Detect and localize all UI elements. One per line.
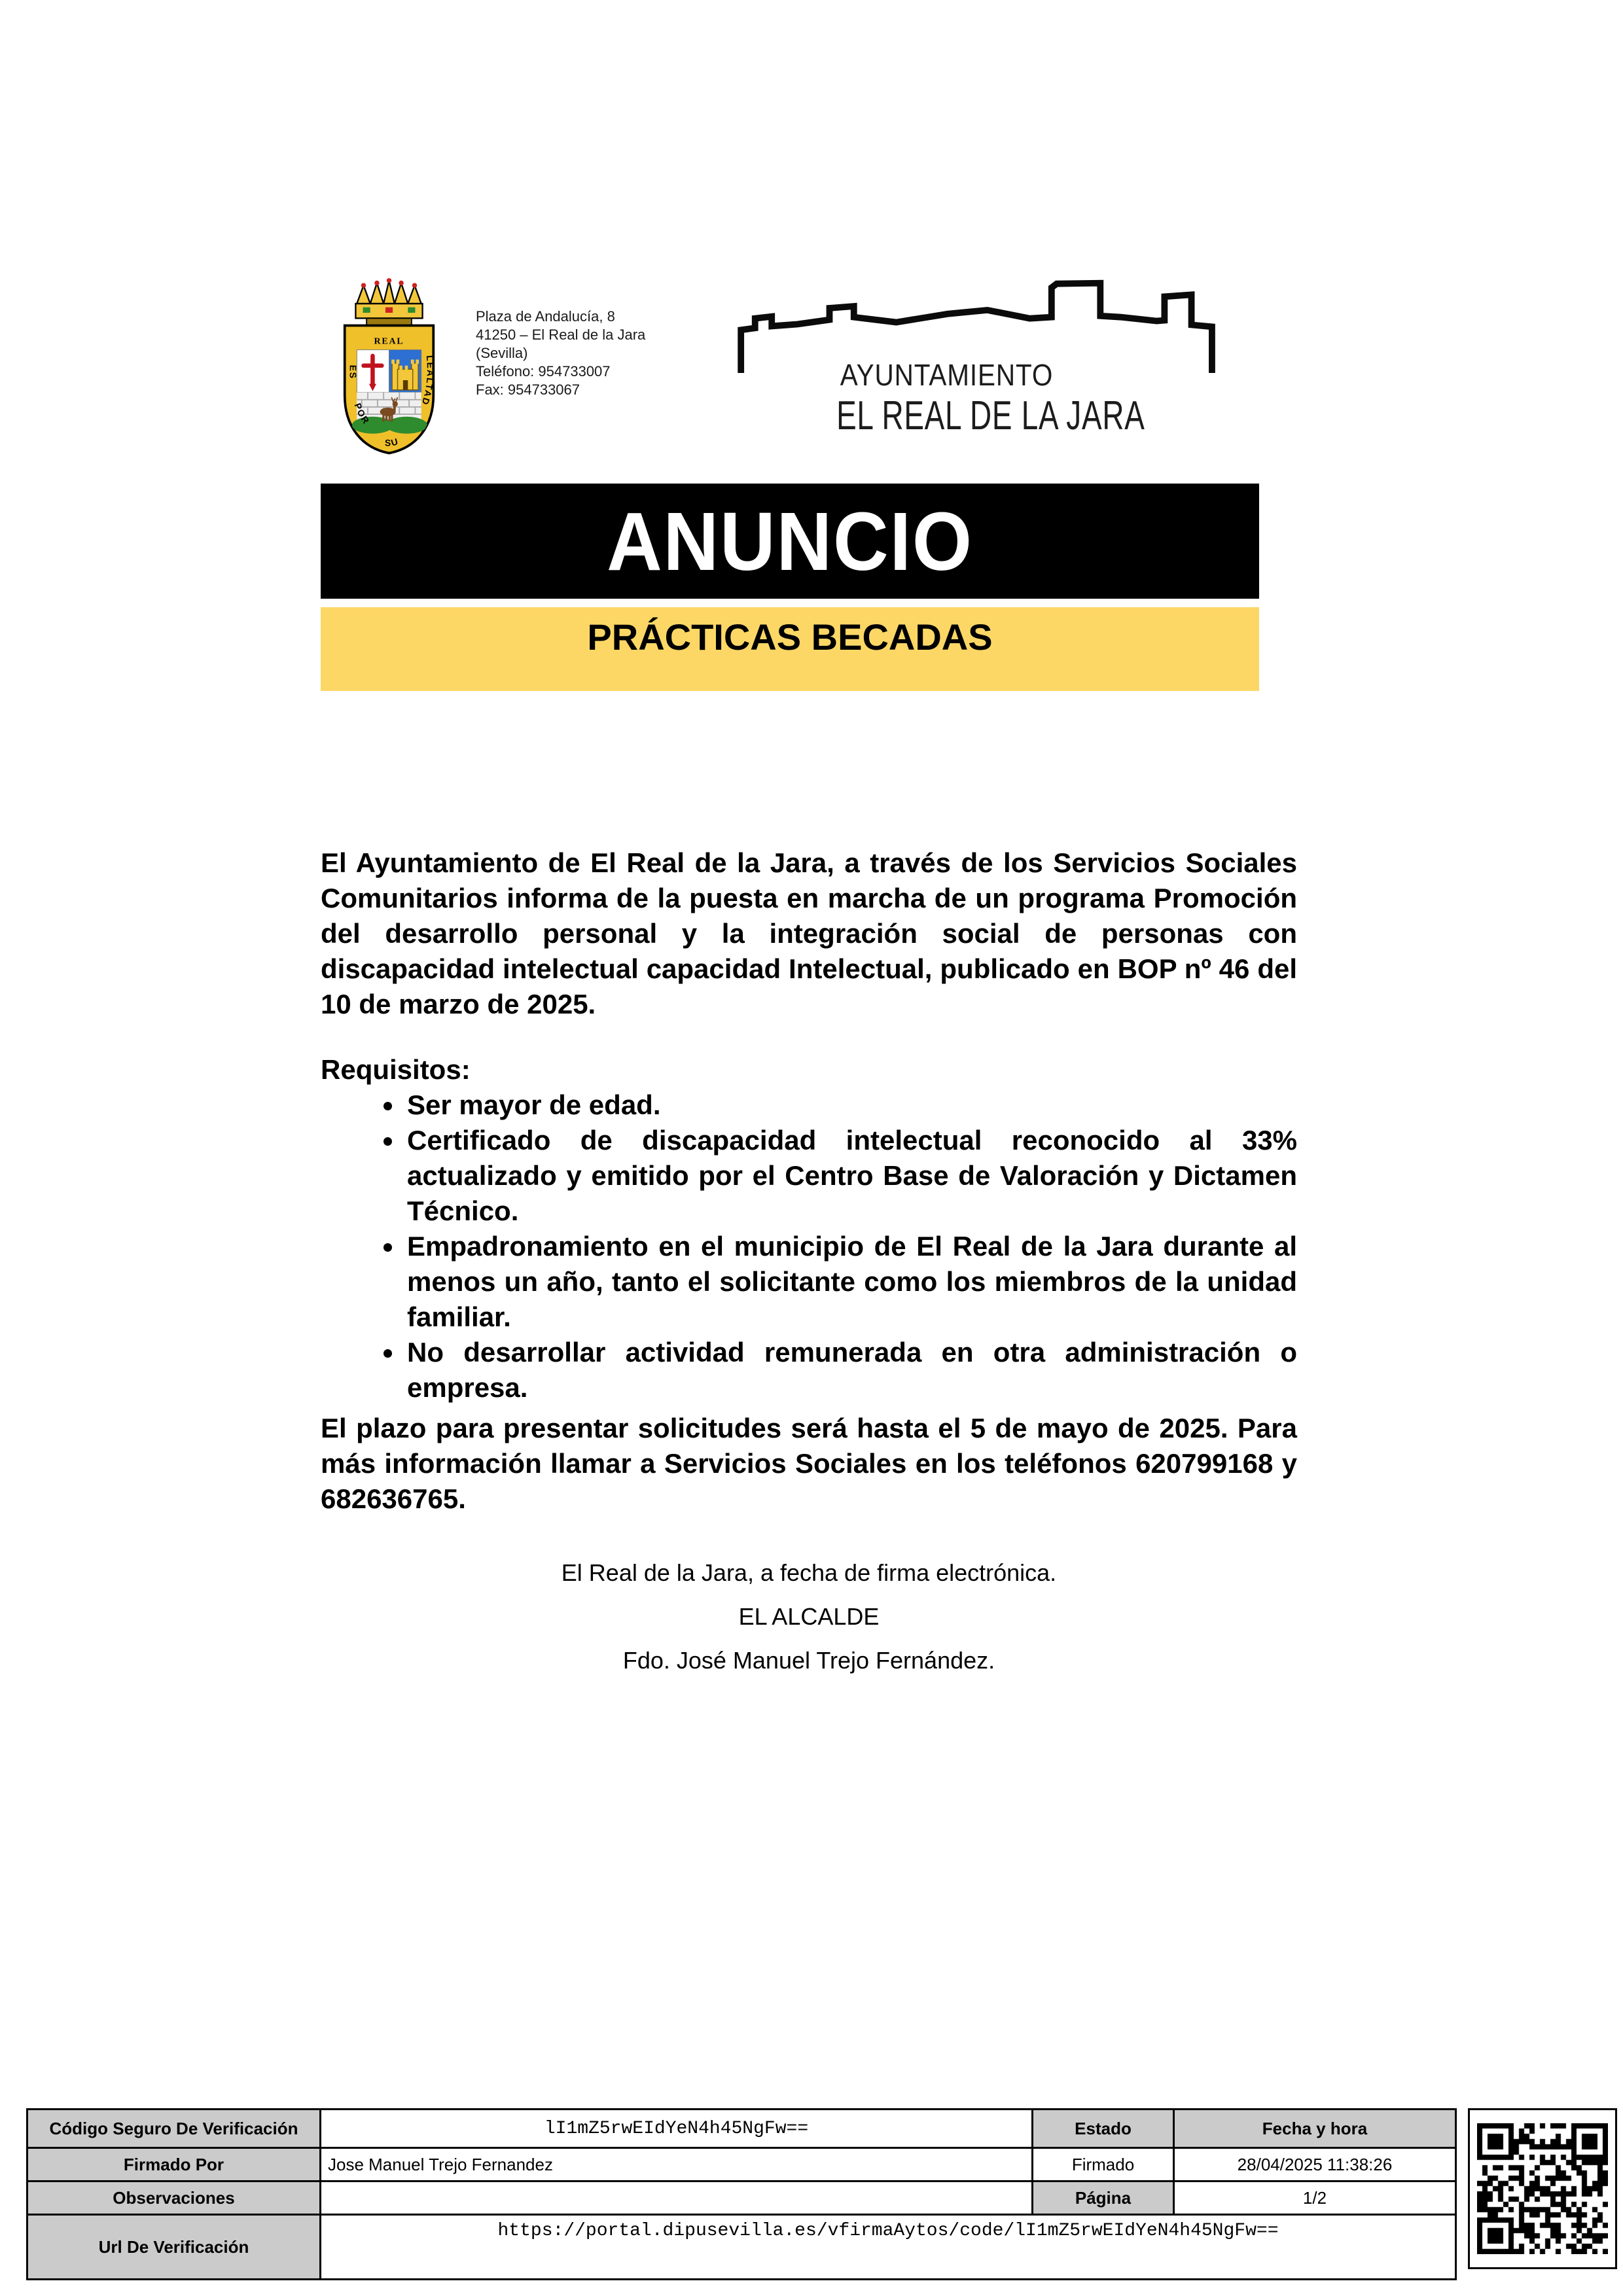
address-line: (Sevilla): [476, 345, 528, 361]
practicas-banner: [321, 607, 1259, 691]
practicas-subtitle: PRÁCTICAS BECADAS: [587, 616, 993, 658]
shield-motto-bottom: SU: [384, 435, 401, 448]
closing-role: EL ALCALDE: [738, 1603, 880, 1630]
estado-value: Firmado: [1033, 2148, 1174, 2181]
requisito-item: • Ser mayor de edad.: [404, 1087, 1297, 1123]
shield-motto-left: ES: [348, 364, 359, 380]
address-line: Plaza de Andalucía, 8: [476, 308, 615, 325]
closing-place: El Real de la Jara, a fecha de firma electrónica.: [561, 1559, 1057, 1586]
pagina-label: Página: [1033, 2181, 1174, 2215]
requisitos-heading: Requisitos:: [321, 1054, 471, 1085]
anuncio-banner: [321, 484, 1259, 599]
csv-value: lI1mZ5rwEIdYeN4h45NgFw==: [321, 2110, 1033, 2148]
closing-block: [321, 1559, 1297, 1675]
org-name-line2: EL REAL DE LA JARA: [836, 393, 1145, 438]
shield-motto-top: REAL: [374, 336, 404, 347]
document-body: [321, 845, 1297, 1690]
qr-code: [1477, 2123, 1608, 2254]
town-skyline-logo: [733, 274, 1224, 439]
requisito-item: • Certificado de discapacidad intelectual reconocido al 33% actualizado y emitido por el Centro Base de Valoración y Dictamen Técnico.: [404, 1123, 1297, 1229]
observaciones-label: Observaciones: [27, 2181, 321, 2215]
shield-motto-bottom-left: POR: [352, 401, 372, 427]
closing-signature: Fdo. José Manuel Trejo Fernández.: [622, 1647, 995, 1674]
requisito-item: • Empadronamiento en el municipio de El Real de la Jara durante al menos un año, tanto el solicitante como los miembros de la unidad familiar.: [404, 1229, 1297, 1335]
pagina-value: 1/2: [1174, 2181, 1456, 2215]
firmado-por-value: Jose Manuel Trejo Fernandez: [321, 2148, 1033, 2181]
fecha-value: 28/04/2025 11:38:26: [1174, 2148, 1456, 2181]
estado-header: Estado: [1033, 2110, 1174, 2148]
url-value: https://portal.dipusevilla.es/vfirmaAytos/code/lI1mZ5rwEIdYeN4h45NgFw==: [321, 2215, 1456, 2280]
org-name-line1: AYUNTAMIENTO: [840, 358, 1054, 392]
requisitos-list: [321, 1087, 1297, 1405]
municipal-coat-of-arms-icon: [325, 275, 453, 461]
observaciones-value: [321, 2181, 1033, 2215]
fecha-header: Fecha y hora: [1174, 2110, 1456, 2148]
address-line: Fax: 954733067: [476, 381, 580, 398]
verification-table: [26, 2108, 1457, 2280]
shield-motto-right: LEALTAD: [419, 355, 436, 408]
anuncio-title: ANUNCIO: [607, 495, 973, 588]
url-label: Url De Verificación: [27, 2215, 321, 2280]
intro-paragraph: El Ayuntamiento de El Real de la Jara, a través de los Servicios Sociales Comunitarios informa de la puesta en marcha de un programa Promoción del desarrollo personal y la integración social de personas con discapacidad intelectual capacidad Intelectual, publicado en BOP nº 46 del 10 de marzo de 2025.: [321, 847, 1297, 1019]
qr-code-box: [1468, 2108, 1617, 2269]
requisito-item: • No desarrollar actividad remunerada en otra administración o empresa.: [404, 1335, 1297, 1405]
address-block: [476, 308, 645, 399]
csv-label: Código Seguro De Verificación: [27, 2110, 321, 2148]
address-line: Teléfono: 954733007: [476, 363, 611, 380]
address-line: 41250 – El Real de la Jara: [476, 327, 646, 343]
firmado-por-label: Firmado Por: [27, 2148, 321, 2181]
crown-spikes: [357, 281, 421, 304]
plazo-paragraph: El plazo para presentar solicitudes será hasta el 5 de mayo de 2025. Para más información llamar a Servicios Sociales en los teléfonos 620799168 y 682636765.: [321, 1413, 1297, 1514]
